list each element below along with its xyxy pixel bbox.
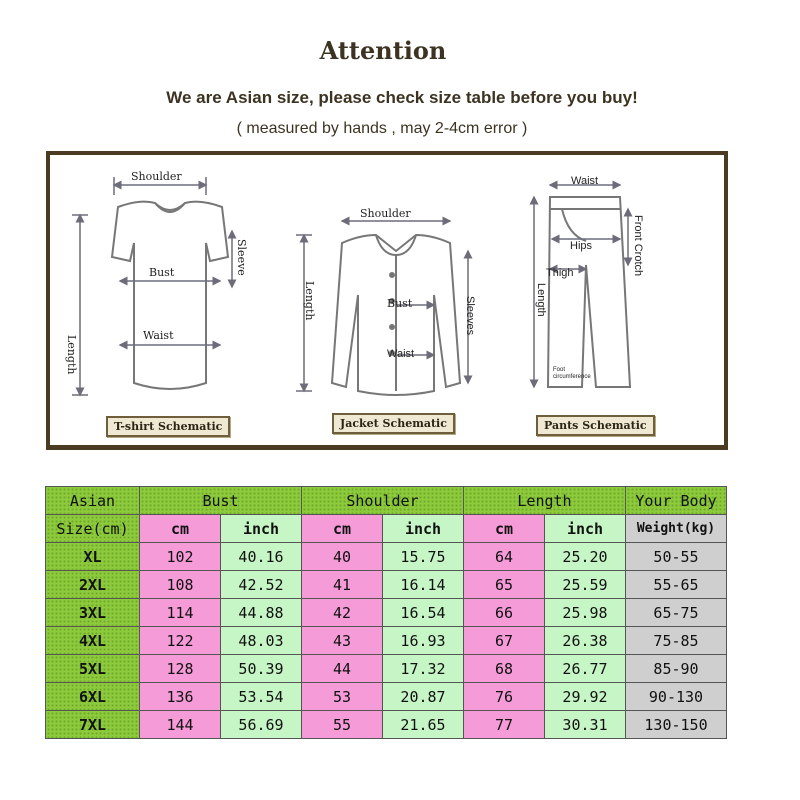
tshirt-bust-label: Bust	[149, 266, 175, 279]
table-row	[46, 711, 727, 739]
pants-length-label: Length	[535, 283, 547, 317]
length-inch-cell: 30.31	[545, 711, 626, 739]
header-length-inch: inch	[545, 515, 626, 543]
size-cell: 7XL	[46, 711, 140, 739]
table-row	[46, 599, 727, 627]
length-inch-cell: 25.98	[545, 599, 626, 627]
header-shoulder-inch: inch	[383, 515, 464, 543]
shoulder-inch-cell: 16.54	[383, 599, 464, 627]
length-cm-cell: 65	[464, 571, 545, 599]
measurement-note: ( measured by hands , may 2-4cm error )	[236, 120, 528, 137]
header-bust: Bust	[140, 487, 302, 515]
length-cm-cell: 68	[464, 655, 545, 683]
header-size: Size(cm)	[46, 515, 140, 543]
header-weight: Weight(kg)	[626, 515, 727, 543]
weight-cell: 55-65	[626, 571, 727, 599]
tshirt-shoulder-label: Shoulder	[131, 170, 182, 183]
tshirt-caption: T-shirt Schematic	[106, 416, 230, 437]
size-cell: XL	[46, 543, 140, 571]
length-cm-cell: 66	[464, 599, 545, 627]
pants-caption: Pants Schematic	[536, 415, 655, 436]
table-row	[46, 571, 727, 599]
bust-cm-cell: 114	[140, 599, 221, 627]
jacket-sleeves-label: Sleeves	[464, 296, 476, 336]
bust-inch-cell: 42.52	[221, 571, 302, 599]
page-title: Attention	[319, 36, 447, 65]
shoulder-inch-cell: 16.93	[383, 627, 464, 655]
jacket-waist-label: Waist	[387, 348, 415, 360]
jacket-caption: Jacket Schematic	[332, 413, 455, 434]
jacket-drawing	[332, 235, 460, 395]
bust-cm-cell: 122	[140, 627, 221, 655]
length-cm-cell: 76	[464, 683, 545, 711]
size-cell: 3XL	[46, 599, 140, 627]
jacket-length-label: Length	[303, 281, 316, 321]
shoulder-inch-cell: 16.14	[383, 571, 464, 599]
bust-inch-cell: 40.16	[221, 543, 302, 571]
table-row	[46, 683, 727, 711]
shoulder-inch-cell: 17.32	[383, 655, 464, 683]
length-cm-cell: 67	[464, 627, 545, 655]
header-shoulder-cm: cm	[302, 515, 383, 543]
shoulder-cm-cell: 42	[302, 599, 383, 627]
weight-cell: 130-150	[626, 711, 727, 739]
pants-drawing	[548, 197, 630, 387]
shoulder-inch-cell: 15.75	[383, 543, 464, 571]
header-length: Length	[464, 487, 626, 515]
shoulder-inch-cell: 21.65	[383, 711, 464, 739]
length-inch-cell: 25.59	[545, 571, 626, 599]
jacket-bust-label: Bust	[387, 297, 413, 310]
weight-cell: 75-85	[626, 627, 727, 655]
weight-cell: 85-90	[626, 655, 727, 683]
bust-cm-cell: 102	[140, 543, 221, 571]
tshirt-drawing	[112, 202, 228, 389]
size-table	[45, 486, 727, 739]
header-bust-inch: inch	[221, 515, 302, 543]
length-cm-cell: 77	[464, 711, 545, 739]
bust-cm-cell: 136	[140, 683, 221, 711]
bust-cm-cell: 128	[140, 655, 221, 683]
bust-cm-cell: 108	[140, 571, 221, 599]
shoulder-inch-cell: 20.87	[383, 683, 464, 711]
weight-cell: 50-55	[626, 543, 727, 571]
tshirt-sleeve-label: Sleeve	[235, 239, 248, 276]
bust-inch-cell: 53.54	[221, 683, 302, 711]
header-shoulder: Shoulder	[302, 487, 464, 515]
header-asian: Asian	[46, 487, 140, 515]
length-inch-cell: 26.38	[545, 627, 626, 655]
shoulder-cm-cell: 44	[302, 655, 383, 683]
shoulder-cm-cell: 40	[302, 543, 383, 571]
table-row	[46, 627, 727, 655]
weight-cell: 90-130	[626, 683, 727, 711]
bust-cm-cell: 144	[140, 711, 221, 739]
header-your-body: Your Body	[626, 487, 727, 515]
bust-inch-cell: 44.88	[221, 599, 302, 627]
length-inch-cell: 26.77	[545, 655, 626, 683]
tshirt-length-label: Length	[65, 335, 78, 375]
length-inch-cell: 29.92	[545, 683, 626, 711]
weight-cell: 65-75	[626, 599, 727, 627]
shoulder-cm-cell: 43	[302, 627, 383, 655]
size-cell: 2XL	[46, 571, 140, 599]
shoulder-cm-cell: 55	[302, 711, 383, 739]
header-length-cm: cm	[464, 515, 545, 543]
pants-waist-label: Waist	[571, 175, 599, 187]
shoulder-cm-cell: 41	[302, 571, 383, 599]
table-row	[46, 655, 727, 683]
header-bust-cm: cm	[140, 515, 221, 543]
table-row	[46, 543, 727, 571]
length-inch-cell: 25.20	[545, 543, 626, 571]
bust-inch-cell: 48.03	[221, 627, 302, 655]
size-cell: 5XL	[46, 655, 140, 683]
shoulder-cm-cell: 53	[302, 683, 383, 711]
size-cell: 4XL	[46, 627, 140, 655]
pants-front-crotch-label: Front Crotch	[632, 215, 644, 277]
size-cell: 6XL	[46, 683, 140, 711]
pants-thigh-label: Thigh	[546, 267, 574, 279]
tshirt-waist-label: Waist	[143, 329, 174, 342]
schematic-panel	[46, 151, 728, 450]
jacket-shoulder-label: Shoulder	[360, 207, 411, 220]
bust-inch-cell: 56.69	[221, 711, 302, 739]
pants-foot-label: Foot circumference	[553, 367, 591, 380]
length-cm-cell: 64	[464, 543, 545, 571]
pants-hips-label: Hips	[570, 240, 593, 252]
subtitle: We are Asian size, please check size table before you buy!	[166, 88, 638, 107]
bust-inch-cell: 50.39	[221, 655, 302, 683]
